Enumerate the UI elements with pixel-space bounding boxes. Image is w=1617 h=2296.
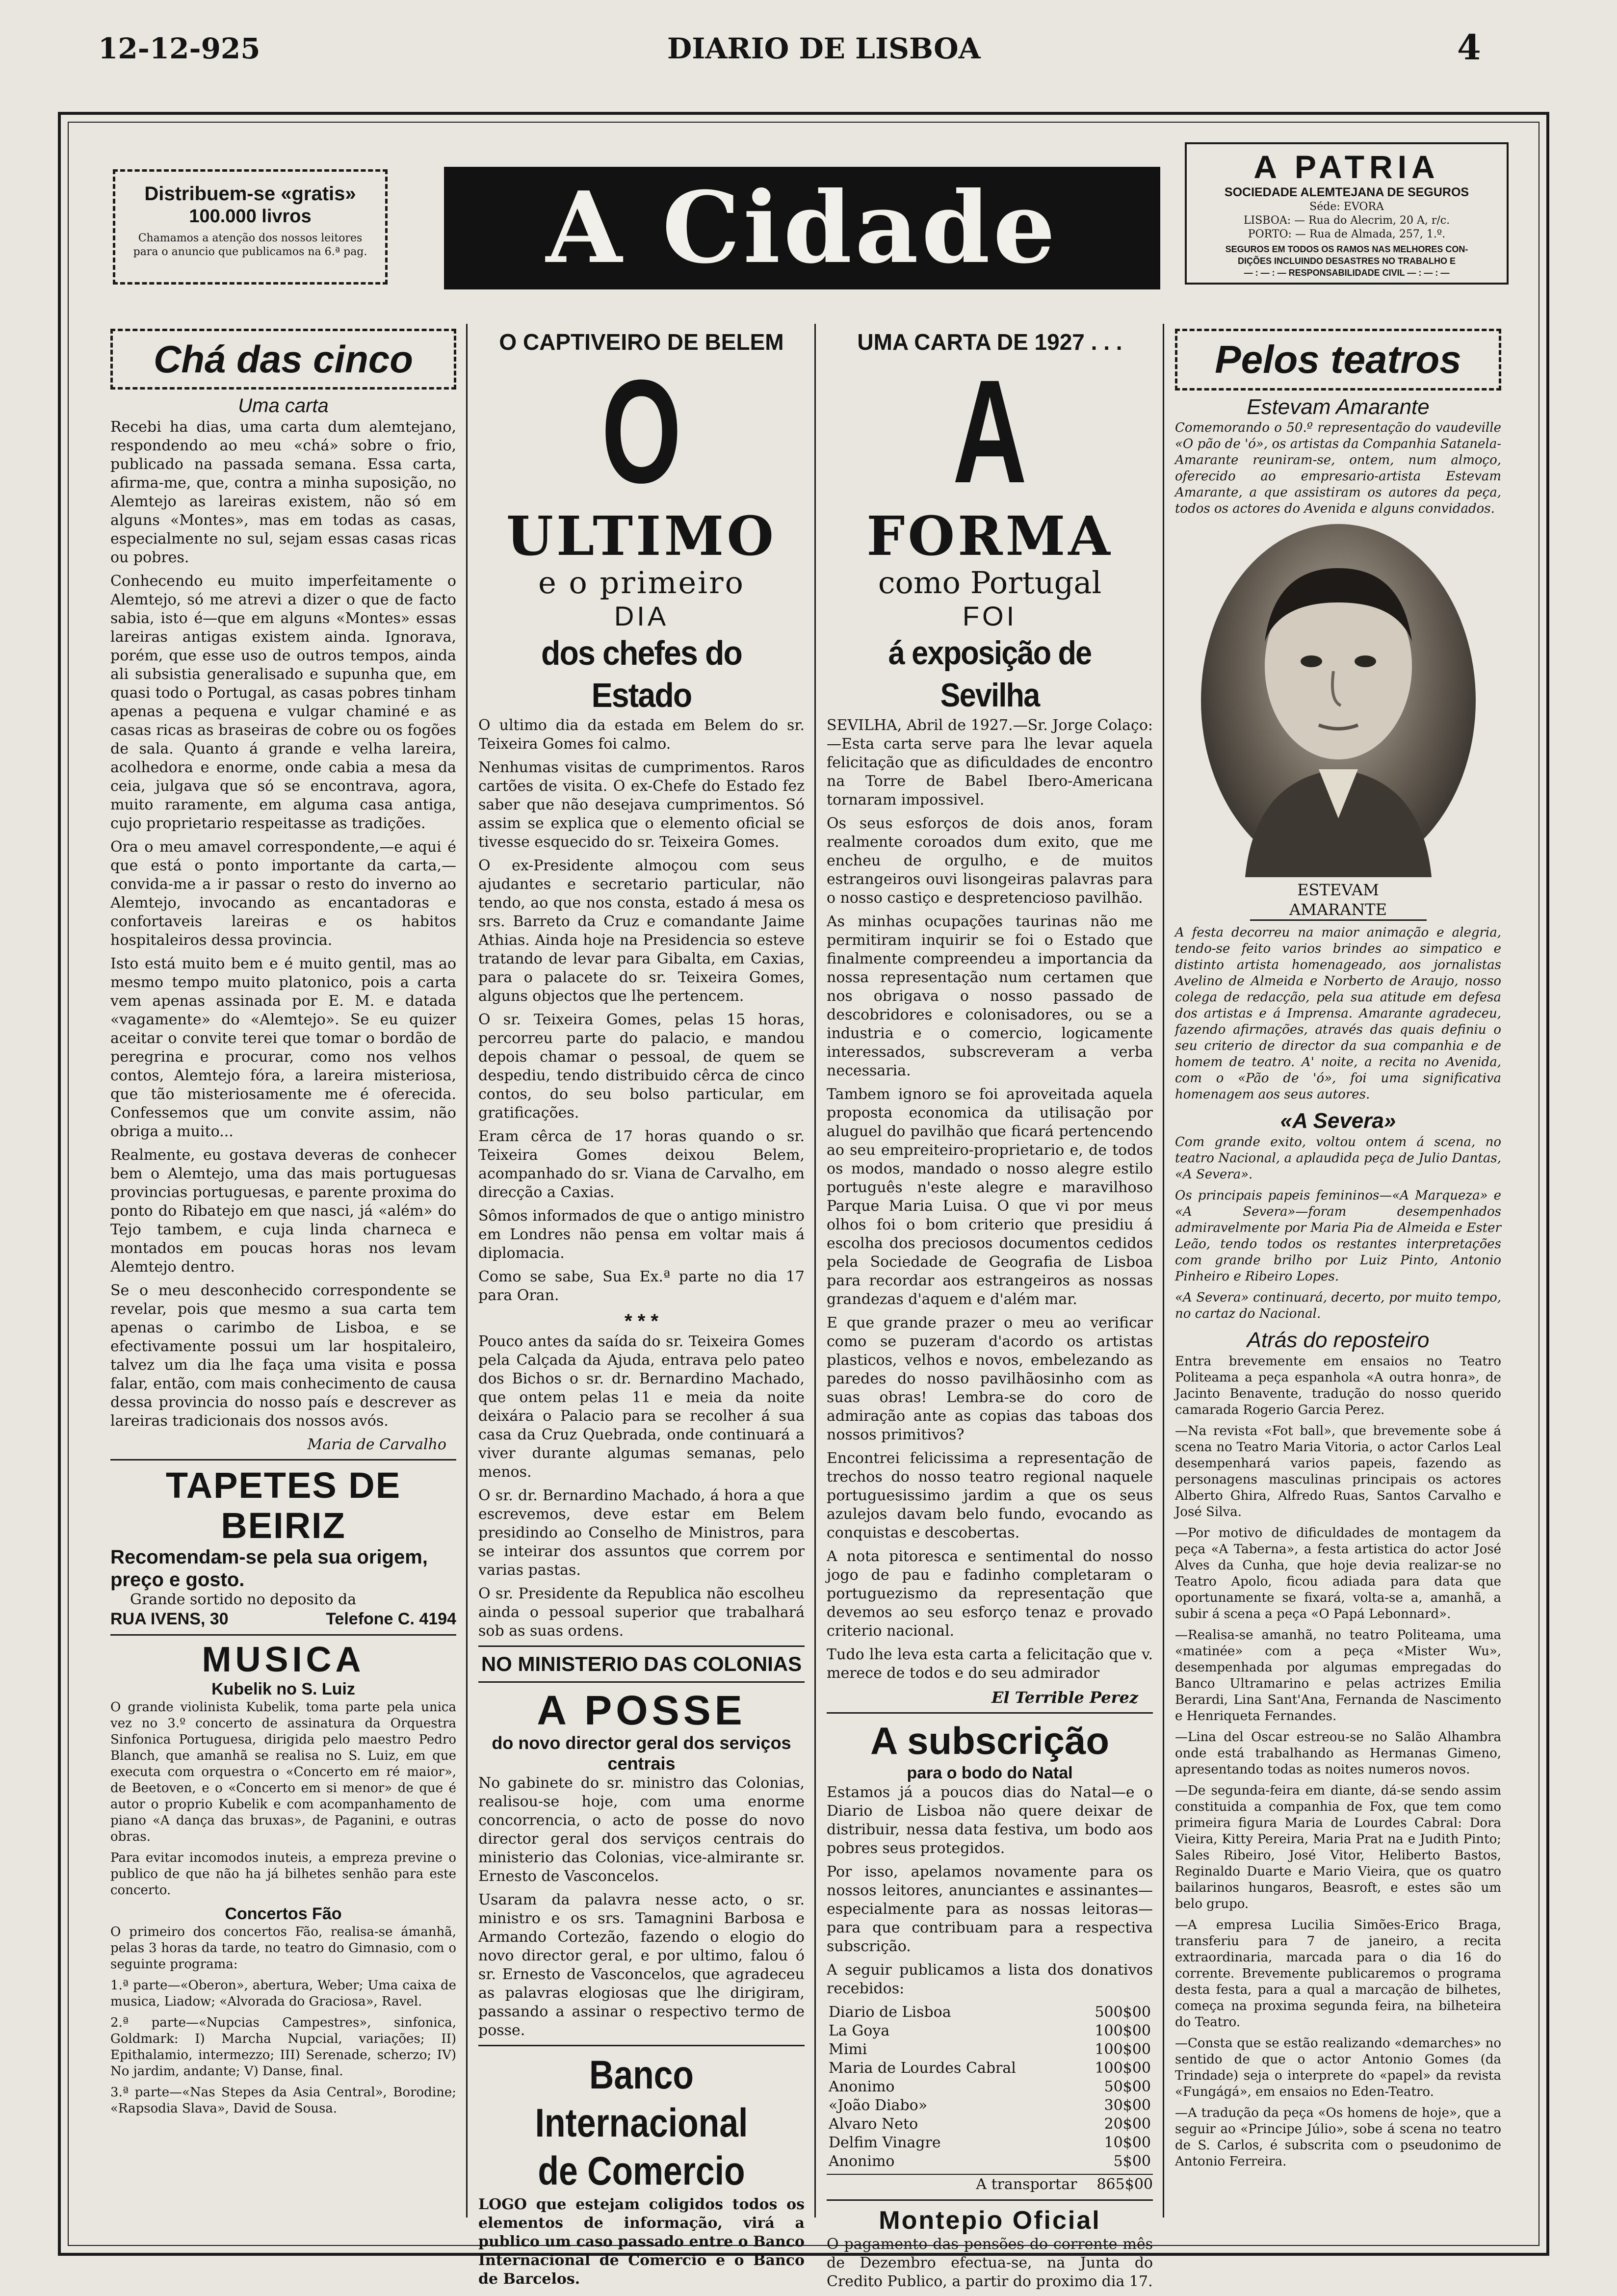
montepio-title: Montepio Oficial	[879, 2206, 1101, 2235]
cha-paragraph-1: Recebi ha dias, uma carta dum alemtejano, respondendo ao meu «chá» sobre o frio, publicado na passada semana. Essa carta, afirma-me, que, contra a minha suposição, no Alemtejo as lareiras existem, não só em alguns «Montes», mas em todas as casas, especialmente no sul, sejam essas casas ricas ou pobres.	[110, 418, 456, 566]
belem-paragraph-9: O sr. dr. Bernardino Machado, á hora a que escrevemos, deve estar em Belem presidindo ao Conselho de Ministros, para se inteirar dos assuntos que correm por varias pastas.	[478, 1487, 805, 1579]
bank-text: LOGO que estejam coligidos todos os elementos de informação, virá a publico um caso passado entre o Banco Internacional de Comercio e o Banco de Barcelos.	[478, 2196, 805, 2288]
severa-title: «A Severa»	[1280, 1109, 1396, 1133]
reposteiro-paragraph-9: —A tradução da peça «Os homens de hoje», que a seguir ao «Principe Júlio», sobe á scena no teatro de S. Carlos, é subscrita com o pseudonimo de Antonio Ferreira.	[1175, 2106, 1501, 2169]
subscricao-subtitle: para o bodo do Natal	[907, 1764, 1073, 1782]
belem-headline-2: e o primeiro	[538, 565, 745, 600]
livros-ad-line4: para o anuncio que publicamos na 6.ª pag.	[133, 246, 367, 258]
patria-lisboa: LISBOA: — Rua do Alecrim, 20 A, r/c.	[1243, 214, 1450, 227]
transport-amount: 865$00	[1096, 2176, 1153, 2193]
cha-paragraph-3: Ora o meu amavel correspondente,—e aqui é que está o ponto importante da carta,—convida-me a ir passar o resto do inverno ao Alemtejo, invocando as encantadoras e confortaveis lareiras e os habitos hospitaleiros dessa provincia.	[110, 838, 456, 949]
musica-paragraph-3: O primeiro dos concertos Fão, realisa-se ámanhã, pelas 3 horas da tarde, no teatro do Gimnasio, com o seguinte programa:	[110, 1925, 456, 1972]
belem-headline-3: DIA	[614, 600, 669, 631]
donation-row	[827, 2003, 1153, 2022]
patria-line2: DIÇÕES INCLUINDO DESASTRES NO TRABALHO E	[1237, 256, 1456, 266]
belem-paragraph-2: Nenhumas visitas de cumprimentos. Raros cartões de visita. O ex-Chefe do Estado fez saber que não desejava cumprimentos. Só assim se explica que o elemento oficial se tivesse esquecido do sr. Teixeira Gomes.	[478, 759, 805, 851]
divider	[478, 2045, 805, 2046]
donation-amount: 30$00	[1104, 2097, 1151, 2114]
bank-title-1: Banco Internacional	[535, 2053, 748, 2145]
subscricao-paragraph-1: Estamos já a poucos dias do Natal—e o Diario de Lisboa não quere deixar de distribuir, nessa data festiva, um bodo aos pobres seus protegidos.	[827, 1784, 1153, 1857]
page-number: 4	[1457, 27, 1481, 68]
teatros-intro: Comemorando o 50.º representação do vaudeville «O pão de 'ó», os artistas da Companhia Satanela-Amarante reuniram-se, ontem, num almoço, oferecido ao empresario-artista Estevam Amarante, a que assistiram os autores da peça, todos os actores do Avenida e alguns convidados.	[1175, 420, 1501, 516]
beiriz-ad-title: TAPETES DE BEIRIZ	[165, 1465, 401, 1546]
patria-line3: — : — : — RESPONSABILIDADE CIVIL — : — : —	[1244, 268, 1450, 278]
reposteiro-paragraph-4: —Realisa-se amanhã, no teatro Politeama, uma «matinée» com a peça «Mister Wu», desempenhada por algumas empregadas do Banco Ultramarino e pelas actrizes Emilia Berardi, Lina Sant'Ana, Fernanda de Nascimento e Henriqueta Fernandes.	[1175, 1628, 1501, 1723]
teatros-subtitle: Estevam Amarante	[1247, 395, 1430, 419]
transport-label: A transportar	[976, 2176, 1077, 2193]
belem-paragraph-7: Como se sabe, Sua Ex.ª parte no dia 17 para Oran.	[478, 1268, 805, 1304]
teatros-section-title: Pelos teatros	[1215, 338, 1461, 381]
severa-paragraph-3: «A Severa» continuará, decerto, por muito tempo, no cartaz do Nacional.	[1175, 1290, 1501, 1321]
sevilha-big-letter: A	[952, 349, 1027, 514]
belem-paragraph-4: O sr. Teixeira Gomes, pelas 15 horas, percorreu parte do palacio, e mandou depois chamar o pessoal, de quem se despediu, tendo distribuido cêrca de cinco contos, do seu bolso particular, em gratificações.	[478, 1011, 805, 1122]
divider	[110, 1634, 456, 1636]
posse-kicker: NO MINISTERIO DAS COLONIAS	[481, 1652, 802, 1675]
donation-row	[827, 2059, 1153, 2078]
sevilha-headline-3: FOI	[962, 600, 1017, 631]
newspaper-name: DIARIO DE LISBOA	[667, 32, 981, 65]
reposteiro-title: Atrás do reposteiro	[1247, 1328, 1430, 1352]
sevilha-paragraph-8: Tudo lhe leva esta carta a felicitação que v. merece de todos e do seu admirador	[827, 1646, 1153, 1682]
donation-amount: 100$00	[1095, 2022, 1151, 2039]
belem-paragraph-1: O ultimo dia da estada em Belem do sr. Teixeira Gomes foi calmo.	[478, 717, 805, 753]
page-date: 12-12-925	[98, 32, 261, 65]
reposteiro-paragraph-6: —De segunda-feira em diante, dá-se sendo assim constituida a companhia de Fox, que tem como primeira figura Maria de Lourdes Cabral: Dora Vieira, Kitty Pereira, Maria Prat na e Judith Pinto; Sales Ribeiro, José Vitor, Heliberto Bastos, Reginaldo Duarte e Mario Vieira, que os quatro bailarinos hungaros, Beasroft, e estes são um belo grupo.	[1175, 1783, 1501, 1911]
donation-row	[827, 2096, 1153, 2115]
cha-paragraph-5: Realmente, eu gostava deveras de conhecer bem o Alemtejo, uma das mais portuguesas provincias portuguesas, e parente proxima do ponto do Ribatejo em que nasci, já «além» do Tejo tambem, e cuja linda charneca e montados em poucas horas nos levam Alemtejo dentro.	[110, 1147, 456, 1276]
cha-subtitle: Uma carta	[238, 395, 329, 417]
donation-row	[827, 2115, 1153, 2134]
column-captiveiro-belem	[478, 329, 805, 2288]
sevilha-headline-2: como Portugal	[878, 565, 1102, 600]
donation-name: Mimi	[829, 2041, 867, 2058]
donation-name: Delfim Vinagre	[829, 2134, 941, 2151]
donation-name: Maria de Lourdes Cabral	[829, 2060, 1016, 2077]
sevilha-headline-4: á exposição de Sevilha	[888, 634, 1092, 714]
donation-row	[827, 2040, 1153, 2059]
sevilha-paragraph-2: Os seus esforços de dois anos, foram realmente coroados dum exito, que me encheu de orgulho, e de muitos estrangeiros ouvi lisongeiras palavras para o nosso castiço e despretencioso pavilhão.	[827, 815, 1153, 907]
posse-title: A POSSE	[537, 1687, 746, 1733]
donation-name: Anonimo	[829, 2153, 895, 2170]
beiriz-ad-line2: Grande sortido no deposito da	[130, 1591, 357, 1608]
reposteiro-paragraph-1: Entra brevemente em ensaios no Teatro Politeama a peça espanhola «A outra honra», de Jacinto Benavente, tradução do nosso querido camarada Rogerio Garcia Perez.	[1175, 1354, 1501, 1417]
donation-amount: 100$00	[1095, 2060, 1151, 2077]
musica-paragraph-2: Para evitar incomodos inuteis, a empreza previne o publico de que não ha já bilhetes senhão para este concerto.	[110, 1851, 456, 1898]
donations-table	[827, 2003, 1153, 2171]
belem-paragraph-3: O ex-Presidente almoçou com seus ajudantes e secretario particular, não tendo, ao que nos consta, estado á mesa os srs. Barreto da Cruz e comandante Jaime Athias. Ainda hoje na Presidencia so esteve tratando de levar para Gibalta, em Caxias, para o palacete do sr. Teixeira Gomes, alguns objectos que lhe pertencem.	[478, 857, 805, 1005]
masthead-title-block	[444, 167, 1160, 289]
reposteiro-paragraph-3: —Por motivo de dificuldades de montagem da peça «A Taberna», a festa artistica do actor José Alves da Cunha, que hoje devia realizar-se no Teatro Apolo, ficou adiada para data que oportunamente se fixará, volta-se a, amanhã, a subir á scena a peça «O Papá Lebonnard».	[1175, 1526, 1501, 1621]
patria-porto: PORTO: — Rua de Almada, 257, 1.º.	[1248, 228, 1446, 240]
donation-name: La Goya	[829, 2022, 890, 2039]
musica-subtitle-kubelik: Kubelik no S. Luiz	[211, 1680, 355, 1698]
reposteiro-paragraph-5: —Lina del Oscar estreou-se no Salão Alhambra onde está trabalhando as Hermanas Gimeno, apresentando todas as noites numeros novos.	[1175, 1730, 1501, 1777]
sevilha-signature: El Terrible Perez	[991, 1688, 1138, 1707]
divider	[478, 1645, 805, 1647]
donation-name: Alvaro Neto	[829, 2115, 918, 2133]
belem-headline-1: ULTIMO	[506, 504, 777, 568]
patria-ad-box	[1185, 142, 1509, 285]
livros-ad-line3: Chamamos a atenção dos nossos leitores	[138, 232, 363, 244]
cha-paragraph-6: Se o meu desconhecido correspondente se revelar, pois que mesmo a sua carta tem apenas o carimbo de Lisboa, e se efectivamente possui um lar hospitaleiro, talvez um dia lhe faça uma visita e possa falar, então, com mais conhecimento de causa dessa provincia do nosso país e descrever as lareiras tradicionais dos nossos avós.	[110, 1282, 456, 1430]
belem-headline-4: dos chefes do Estado	[541, 634, 742, 714]
subscricao-title: A subscrição	[870, 1719, 1109, 1762]
subscricao-paragraph-3: A seguir publicamos a lista dos donativos recebidos:	[827, 1961, 1153, 1997]
posse-paragraph-1: No gabinete do sr. ministro das Colonias, realisou-se hoje, com uma enorme concorrencia, o acto de posse do novo director geral dos serviços centrais do ministerio das Colonias, vice-almirante sr. Ernesto de Vasconcelos.	[478, 1774, 805, 1885]
reposteiro-paragraph-7: —A empresa Lucilia Simões-Erico Braga, transferiu para 7 de janeiro, a recita extraordinaria, marcada para o dia 16 do corrente. Brevemente publicaremos o programa desta festa, para a qual a marcação de bilhetes, começa na proxima segunda feira, na bilheteira do Teatro.	[1175, 1918, 1501, 2030]
column-rule-1	[466, 324, 468, 2218]
severa-paragraph-2: Os principais papeis femininos—«A Marqueza» e «A Severa»—foram desempenhados admiravelmente por Maria Pia de Almeida e Ester Leão, tendo todos os restantes interpretações com grande brilho por Luiz Pinto, Antonio Pinheiro e Ribeiro Lopes.	[1175, 1188, 1501, 1284]
patria-seat: Séde: EVORA	[1309, 201, 1384, 213]
cha-paragraph-4: Isto está muito bem e é muito gentil, mas ao mesmo tempo muito platonico, pois a carta vem apenas assinada por E. M. e datada «vagamente» do «Alemtejo». Se eu quizer aceitar o convite terei que tomar o bordão de peregrina e procurar, como nos velhos contos, Alemtejo fóra, a lareira misteriosa, que tão misteriosamente me é oferecida. Confessemos que um convite assim, não obriga a muito...	[110, 955, 456, 1140]
cha-paragraph-2: Conhecendo eu muito imperfeitamente o Alemtejo, só me atrevi a dizer o que de facto sabia, isto é—que em alguns «Montes» essas lareiras antigas existem ainda. Ignorava, porém, que esse uso de outros tempos, ainda ali subsistia generalisado e supunha que, em quasi todo o Portugal, as casas pobres tinham apenas a pequena e vulgar chaminé e as casas ricas as braseiras de cobre ou os fogões de sala. Quanto á grande e velha lareira, acolhedora e enorme, onde cabia a mesa da ceia, julgava que só se encontrava, agora, muito raramente, em alguma casa antiga, cujo proprietario respeitasse as tradições.	[110, 573, 456, 832]
donation-amount: 10$00	[1104, 2134, 1151, 2151]
beiriz-ad-address-row	[110, 1609, 456, 1629]
divider	[110, 1459, 456, 1461]
musica-title: MUSICA	[202, 1640, 365, 1679]
donation-name: «João Diabo»	[829, 2097, 928, 2114]
belem-paragraph-5: Eram cêrca de 17 horas quando o sr. Teixeira Gomes deixou Belem, acompanhado do sr. Viana de Carvalho, em direcção a Caxias.	[478, 1128, 805, 1201]
beiriz-ad-line1: Recomendam-se pela sua origem, preço e gosto.	[110, 1546, 428, 1591]
belem-big-letter: O	[601, 349, 682, 514]
masthead-title: A Cidade	[546, 170, 1059, 286]
column-pelos-teatros	[1175, 329, 1501, 2222]
donation-amount: 50$00	[1104, 2078, 1151, 2095]
amarante-portrait	[1201, 524, 1476, 877]
posse-paragraph-2: Usaram da palavra nesse acto, o sr. ministro e os srs. Tamagnini Barbosa e Armando Cortezão, fazendo o elogio do novo director geral, e por ultimo, falou ó sr. Ernesto de Vasconcelos, que agradeceu as palavras elogiosas que lhe dirigiram, passando a assinar o respectivo termo de posse.	[478, 1891, 805, 2039]
belem-paragraph-6: Sômos informados de que o antigo ministro em Londres não pensa em voltar mais á diplomacia.	[478, 1207, 805, 1262]
patria-line1: SEGUROS EM TODOS OS RAMOS NAS MELHORES CON-	[1225, 244, 1468, 254]
teatros-paragraph-1: A festa decorreu na maior animação e alegria, tendo-se feito varios brindes ao simpatico e distinto artista homenageado, aos jornalistas Avelino de Almeida e Norberto de Araujo, nosso colega de redacção, pela sua atitude em defesa dos artistas e á Imprensa. Amarante agradeceu, fazendo afirmações, através das quais definiu o seu criterio de director da sua companhia e de homem de teatro. A' noite, a recita no Avenida, com o «Pão de 'ó», foi uma significativa homenagem aos seus autores.	[1175, 925, 1501, 1102]
divider	[827, 1712, 1153, 1714]
donation-amount: 100$00	[1095, 2041, 1151, 2058]
donation-row	[827, 2152, 1153, 2171]
sevilha-kicker: UMA CARTA DE 1927 . . .	[857, 329, 1122, 355]
belem-paragraph-10: O sr. Presidente da Republica não escolheu ainda o pessoal superior que trabalhará sob as suas ordens.	[478, 1585, 805, 1640]
column-cha-das-cinco	[110, 329, 456, 2222]
column-rule-3	[1163, 324, 1164, 2218]
donation-amount: 500$00	[1095, 2004, 1151, 2021]
donations-transport-row	[827, 2174, 1153, 2194]
sevilha-paragraph-7: A nota pitoresca e sentimental do nosso jogo de pau e fadinho completaram o portuguezismo da representação que devemos ao seu esforço tenaz e provado criterio nacional.	[827, 1548, 1153, 1640]
donation-name: Diario de Lisboa	[829, 2004, 951, 2021]
severa-paragraph-1: Com grande exito, voltou ontem á scena, no teatro Nacional, a aplaudida peça de Julio Dantas, «A Severa».	[1175, 1135, 1501, 1182]
belem-paragraph-8: Pouco antes da saída do sr. Teixeira Gomes pela Calçada da Ajuda, entrava pelo pateo dos Bichos o sr. dr. Bernardino Machado, que ontem pelas 11 e meia da noite deixára o Palacio para se recolher á sua casa da Cruz Quebrada, onde continuará a viver durante algumas semanas, pelo menos.	[478, 1333, 805, 1481]
beiriz-ad-phone: Telefone C. 4194	[326, 1610, 456, 1628]
sevilha-paragraph-5: E que grande prazer o meu ao verificar como se puzeram d'acordo os artistas plasticos, velhos e novos, embelezando as paredes do nosso pavilhãosinho com as suas obras! Lembra-se do coro de admiração ante as copias das taboas dos nossos primitivos?	[827, 1314, 1153, 1443]
cha-signature: Maria de Carvalho	[307, 1436, 446, 1453]
teatros-section-box	[1175, 329, 1501, 391]
subscricao-paragraph-2: Por isso, apelamos novamente para os nossos leitores, anunciantes e assinantes—especialmente para as nossas leitoras—para que contribuam para a respectiva subscrição.	[827, 1863, 1153, 1955]
column-carta-1927	[827, 329, 1153, 2290]
posse-subtitle: do novo director geral dos serviços centrais	[492, 1733, 791, 1774]
sevilha-paragraph-6: Encontrei felicissima a representação de trechos do nosso teatro regional naquele portuguesissimo jardim a que os seus azulejos davam belo fundo, evocando as conquistas e descobertas.	[827, 1450, 1153, 1541]
column-rule-2	[814, 324, 816, 2218]
sevilha-headline-1: FORMA	[866, 504, 1113, 568]
belem-stars: * * *	[625, 1310, 658, 1332]
montepio-text: O pagamento das pensões do corrente mês de Dezembro efectua-se, na Junta do Credito Publico, a partir do proximo dia 17.	[827, 2236, 1153, 2290]
divider	[478, 1681, 805, 1683]
livros-ad-box	[113, 169, 388, 285]
musica-subtitle-fao: Concertos Fão	[225, 1905, 342, 1923]
musica-paragraph-5: 2.ª parte—«Nupcias Campestres», sinfonica, Goldmark: I) Marcha Nupcial, variações; II) Epithalamio, intermezzo; III) Serenade, scherzo; IV) No jardim, andante; V) Danse, final.	[110, 2015, 456, 2079]
divider	[827, 2199, 1153, 2201]
portrait-caption: ESTEVAM AMARANTE	[1250, 880, 1427, 921]
cha-section-box	[110, 329, 456, 390]
donation-row	[827, 2078, 1153, 2096]
beiriz-ad-address: RUA IVENS, 30	[110, 1610, 229, 1628]
portrait-silhouette-icon	[1201, 524, 1476, 877]
livros-ad-line2: 100.000 livros	[189, 206, 312, 227]
sevilha-paragraph-4: Tambem ignoro se foi aproveitada aquela proposta economica da utilisação por aluguel do pavilhão que ficará pertencendo ao seu empreiteiro-proprietario e, de todos os modos, mandado o nosso alegre estilo português n'este alegre e maravilhoso Parque Maria Luisa. O que vi por meus olhos foi o bom criterio que presidiu á escolha dos preciosos documentos cedidos pela Sociedade de Geografia de Lisboa para recordar aos estrangeiros as nossas grandezas d'aquem e d'além mar.	[827, 1086, 1153, 1308]
reposteiro-paragraph-2: —Na revista «Fot ball», que brevemente sobe á scena no Teatro Maria Vitoria, o actor Carlos Leal desempenhará varios papeis, fazendo as personagens masculinas principais os actores Alberto Ghira, Alfredo Ruas, Santos Carvalho e José Silva.	[1175, 1424, 1501, 1519]
musica-paragraph-6: 3.ª parte—«Nas Stepes da Asia Central», Borodine; «Rapsodia Slava», David de Sousa.	[110, 2085, 456, 2116]
patria-company: SOCIEDADE ALEMTEJANA DE SEGUROS	[1224, 185, 1469, 199]
sevilha-paragraph-3: As minhas ocupações taurinas não me permitiram inquirir se foi o Estado que finalmente compreendeu a importancia da nossa representação num certamen que nos obrigava o nosso passado de descobridores e colonisadores, ou se a industria e o comercio, logicamente interessados, subscreveram a verba necessaria.	[827, 913, 1153, 1079]
donation-row	[827, 2134, 1153, 2152]
musica-paragraph-4: 1.ª parte—«Oberon», abertura, Weber; Uma caixa de musica, Liadow; «Alvorada do Graciosa», Ravel.	[110, 1978, 456, 2009]
livros-ad-line1: Distribuem-se «gratis»	[144, 183, 356, 205]
sevilha-paragraph-1: SEVILHA, Abril de 1927.—Sr. Jorge Colaço:—Esta carta serve para lhe levar aquela felicitação que as dificuldades de encontro na Torre de Babel Ibero-Americana tornaram impossivel.	[827, 717, 1153, 809]
donation-row	[827, 2022, 1153, 2040]
cha-section-title: Chá das cinco	[154, 338, 413, 381]
patria-name: A PATRIA	[1253, 149, 1440, 185]
reposteiro-paragraph-8: —Consta que se estão realizando «demarches» no sentido de que o actor Antonio Gomes (da Trindade) seja o interprete do «papel» da revista «Fungágá», em ensaios no Eden-Teatro.	[1175, 2036, 1501, 2099]
donation-amount: 20$00	[1104, 2115, 1151, 2133]
belem-kicker: O CAPTIVEIRO DE BELEM	[499, 329, 784, 355]
musica-paragraph-1: O grande violinista Kubelik, toma parte pela unica vez no 3.º concerto de assinatura da Orquestra Sinfonica Portuguesa, dirigida pelo maestro Pedro Blanch, que amanhã se realisa no S. Luiz, em que executa com orquestra o «Concerto em ré maior», de Beetoven, e o «Concerto em si menor» de que é autor o proprio Kubelik e com acompanhamento de piano «A dança das bruxas», de Paganini, e outras obras.	[110, 1700, 456, 1844]
donation-amount: 5$00	[1113, 2153, 1151, 2170]
bank-title-2: de Comercio	[538, 2149, 745, 2193]
donation-name: Anonimo	[829, 2078, 895, 2095]
